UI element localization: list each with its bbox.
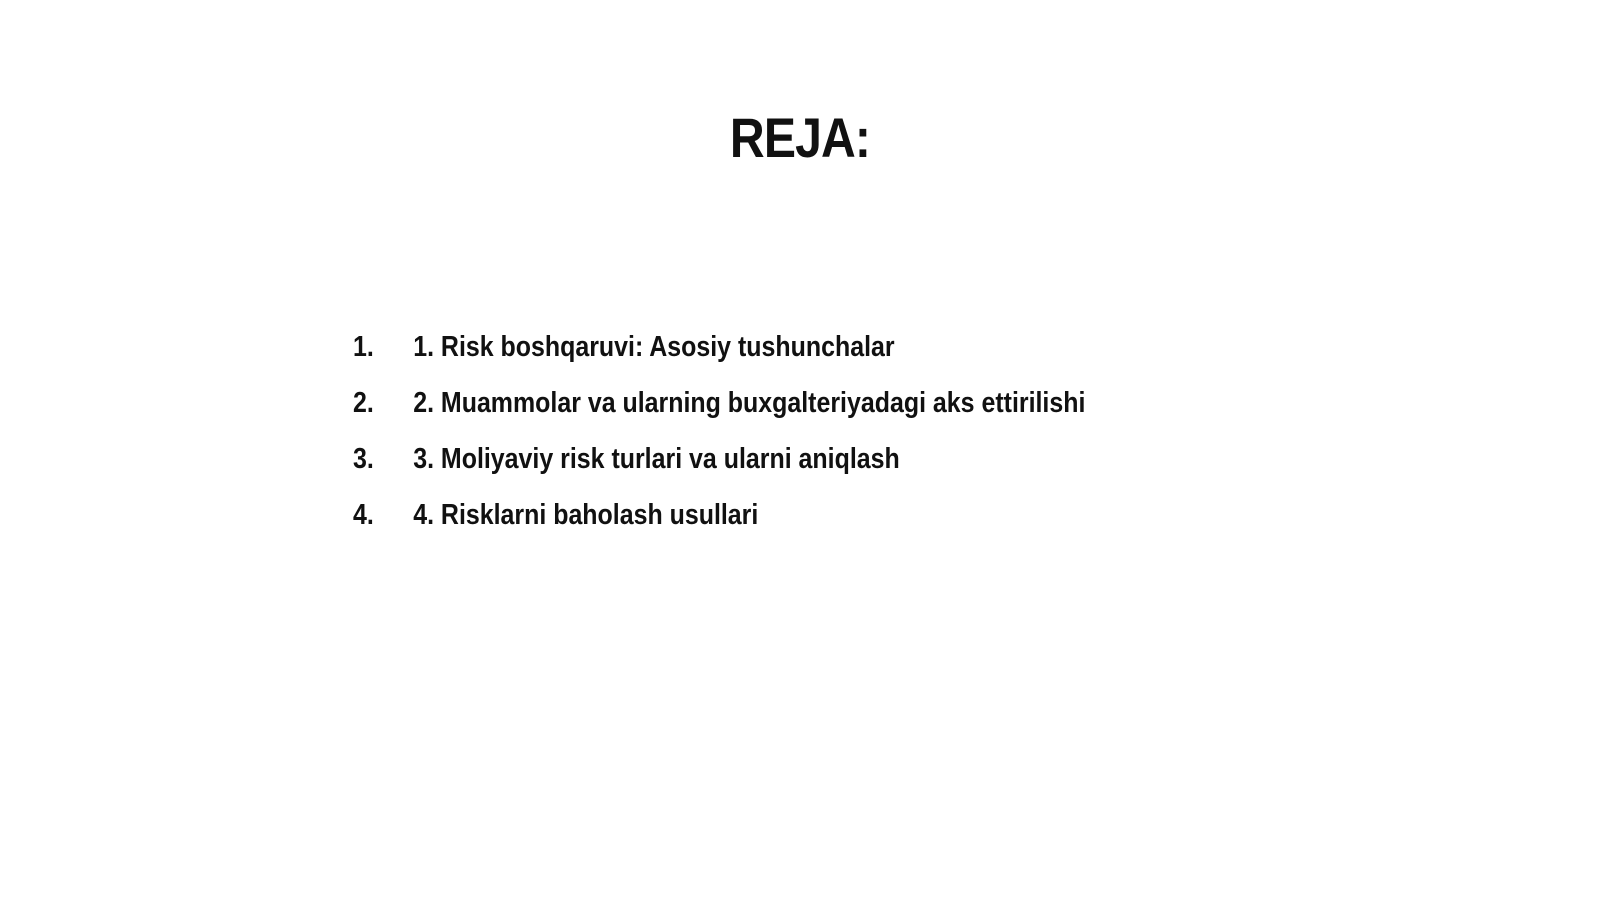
list-item-text: 4. Risklarni baholash usullari	[413, 499, 759, 531]
list-item-number: 4.	[353, 499, 374, 531]
list-item-text: 2. Muammolar va ularning buxgalteriyadagi aks ettirilishi	[413, 387, 1086, 419]
plan-list	[353, 327, 1205, 551]
list-item	[353, 327, 1085, 383]
list-item-text: 3. Moliyaviy risk turlari va ularni aniqlash	[413, 443, 900, 475]
list-item-number: 1.	[353, 331, 374, 363]
list-item-text: 1. Risk boshqaruvi: Asosiy tushunchalar	[413, 331, 895, 363]
slide-title: REJA:	[729, 106, 871, 169]
list-item	[353, 383, 1085, 439]
list-item	[353, 495, 1085, 551]
list-item	[353, 439, 1085, 495]
list-item-number: 2.	[353, 387, 374, 419]
list-item-number: 3.	[353, 443, 374, 475]
